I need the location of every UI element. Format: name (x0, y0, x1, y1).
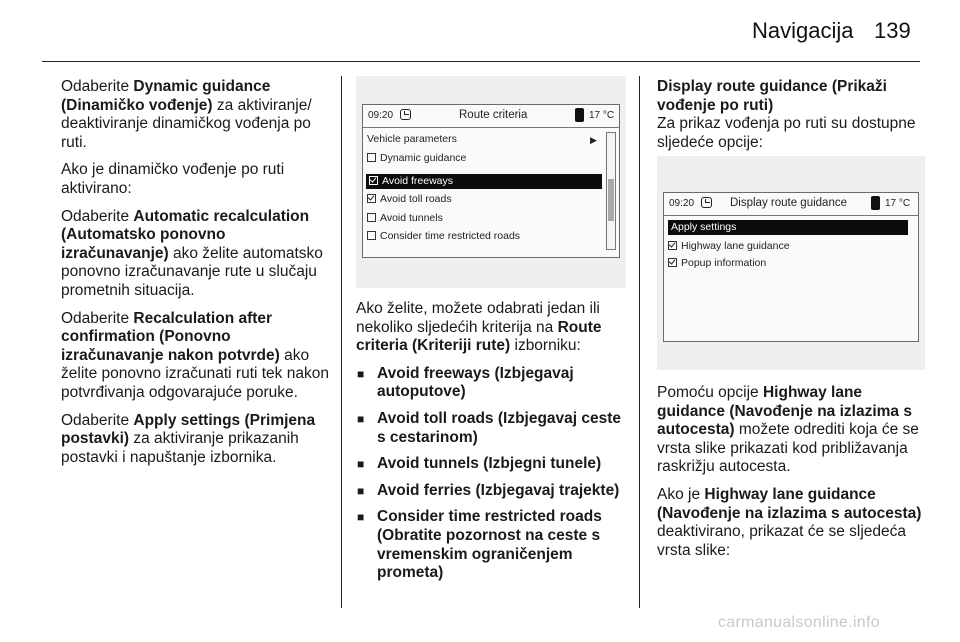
display-screen (362, 104, 620, 258)
checkbox-empty-icon[interactable] (367, 213, 376, 222)
column-2 (356, 300, 630, 591)
paragraph-highway-lane-deactivated: Ako je Highway lane guidance (Navođenje na izlazima s autocesta) deaktivirano, prikazat će se sljedeća vrsta slike: (657, 485, 922, 559)
display-option-item[interactable] (668, 239, 790, 254)
paragraph-highway-lane-guidance: Pomoću opcije Highway lane guidance (Navođenje na izlazima s autocesta) možete odrediti koja će se vrsta slike prikazati kod približavanja raskrižju autocesta. (657, 384, 919, 476)
paragraph-automatic-recalculation: Odaberite Automatic recalculation (Automatsko ponovno izračunavanje) ako želite automatsko ponovno izračunavanje rute u slučaju prometnih situacija. (61, 207, 323, 299)
thermometer-icon (575, 108, 584, 122)
screen-status-bar (664, 193, 918, 216)
paragraph-if-active: Ako je dinamičko vođenje po ruti aktivirano: (61, 161, 285, 197)
route-criteria-item[interactable] (367, 211, 443, 226)
paragraph-route-criteria-intro: Ako želite, možete odabrati jedan ili nekoliko sljedećih kriterija na Route criteria (Kriteriji rute) izborniku: (356, 300, 602, 355)
bullet-item: ■ Avoid ferries (Izbjegavaj trajekte) (356, 482, 630, 501)
route-criteria-bullets (356, 365, 630, 583)
menu-name: Route criteria (Kriteriji rute) (356, 318, 602, 355)
bullet-item: ■ Avoid tunnels (Izbjegni tunele) (356, 455, 630, 474)
screen-title: Display route guidance (730, 197, 847, 209)
paragraph-recalculation-after-confirmation: Odaberite Recalculation after confirmation (Ponovno izračunavanje nakon potvrde) ako želite ponovno izračunati ruti tek nakon potvrđivanja odgovarajuće poruke. (61, 309, 329, 401)
scrollbar-thumb[interactable] (608, 179, 614, 221)
thermometer-icon (871, 196, 880, 210)
screenshot-route-criteria (356, 76, 626, 288)
bullet-item: ■ Avoid toll roads (Izbjegavaj ceste s cestarinom) (356, 410, 630, 447)
bullet-item: ■ Consider time restricted roads (Obratite pozornost na ceste s vremenskim ograničenjem prometa) (356, 508, 630, 582)
route-criteria-item[interactable] (367, 151, 466, 166)
column-1 (61, 78, 329, 476)
page-number: 139 (874, 18, 911, 43)
screenshot-display-route-guidance (657, 156, 925, 370)
checkbox-checked-icon[interactable] (369, 176, 378, 185)
screen-status-bar (363, 105, 619, 128)
route-criteria-item[interactable] (367, 229, 520, 244)
scrollbar[interactable] (606, 132, 616, 250)
apply-settings-item[interactable]: Apply settings (668, 220, 908, 235)
section-vehicle-parameters: Vehicle parameters (367, 133, 457, 145)
paragraph-display-intro: Za prikaz vođenja po ruti su dostupne sljedeće opcije: (657, 115, 916, 151)
checkbox-checked-icon[interactable] (668, 241, 677, 250)
option-name: Recalculation after confirmation (Ponovno izračunavanje nakon potvrde) (61, 309, 280, 364)
column-3-continued (657, 384, 933, 569)
item-label: Highway lane guidance (681, 240, 790, 252)
checkbox-empty-icon[interactable] (367, 231, 376, 240)
column-divider-2 (639, 76, 640, 608)
checkbox-checked-icon[interactable] (668, 258, 677, 267)
screen-title: Route criteria (459, 109, 528, 121)
column-3 (657, 78, 929, 161)
option-name: Dynamic guidance (Dinamičko vođenje) (61, 78, 271, 114)
section-heading-display-route-guidance: Display route guidance (Prikaži vođenje po ruti) (657, 78, 887, 114)
display-option-item[interactable] (668, 256, 766, 271)
checkbox-checked-icon[interactable] (367, 194, 376, 203)
route-criteria-item[interactable] (367, 192, 452, 207)
back-icon (400, 109, 411, 120)
watermark: carmanualsonline.info (718, 614, 880, 631)
item-label: Dynamic guidance (380, 152, 467, 164)
option-name: Highway lane guidance (Navođenje na izlazima s autocesta) (657, 384, 912, 439)
route-criteria-item[interactable] (366, 174, 602, 189)
paragraph-apply-settings: Odaberite Apply settings (Primjena postavki) za aktiviranje prikazanih postavki i napuštanje izbornika. (61, 411, 316, 466)
running-header-title: Navigacija (752, 18, 854, 43)
option-name: Automatic recalculation (Automatsko ponovno izračunavanje) (61, 207, 310, 262)
back-icon (701, 197, 712, 208)
display-screen (663, 192, 919, 342)
paragraph-dynamic-guidance: Odaberite Dynamic guidance (Dinamičko vođenje) za aktiviranje/ deaktiviranje dinamičkog vođenja po ruti. (61, 78, 312, 151)
item-label: Avoid toll roads (380, 193, 452, 205)
column-divider-1 (341, 76, 342, 608)
item-label: Popup information (681, 257, 767, 269)
header-rule (42, 61, 920, 62)
clock-time: 09:20 (368, 110, 394, 121)
checkbox-empty-icon[interactable] (367, 153, 376, 162)
item-label: Avoid freeways (382, 175, 454, 187)
bullet-item: ■ Avoid freeways (Izbjegavaj autoputove) (356, 365, 630, 402)
option-name: Apply settings (Primjena postavki) (61, 411, 316, 448)
chevron-right-icon: ▶ (590, 135, 597, 145)
temperature: 17 °C (885, 198, 911, 209)
item-label: Avoid tunnels (380, 212, 443, 224)
item-label: Consider time restricted roads (380, 230, 521, 242)
option-name: Highway lane guidance (Navođenje na izlazima s autocesta) (657, 485, 922, 522)
clock-time: 09:20 (669, 198, 695, 209)
temperature: 17 °C (589, 110, 615, 121)
